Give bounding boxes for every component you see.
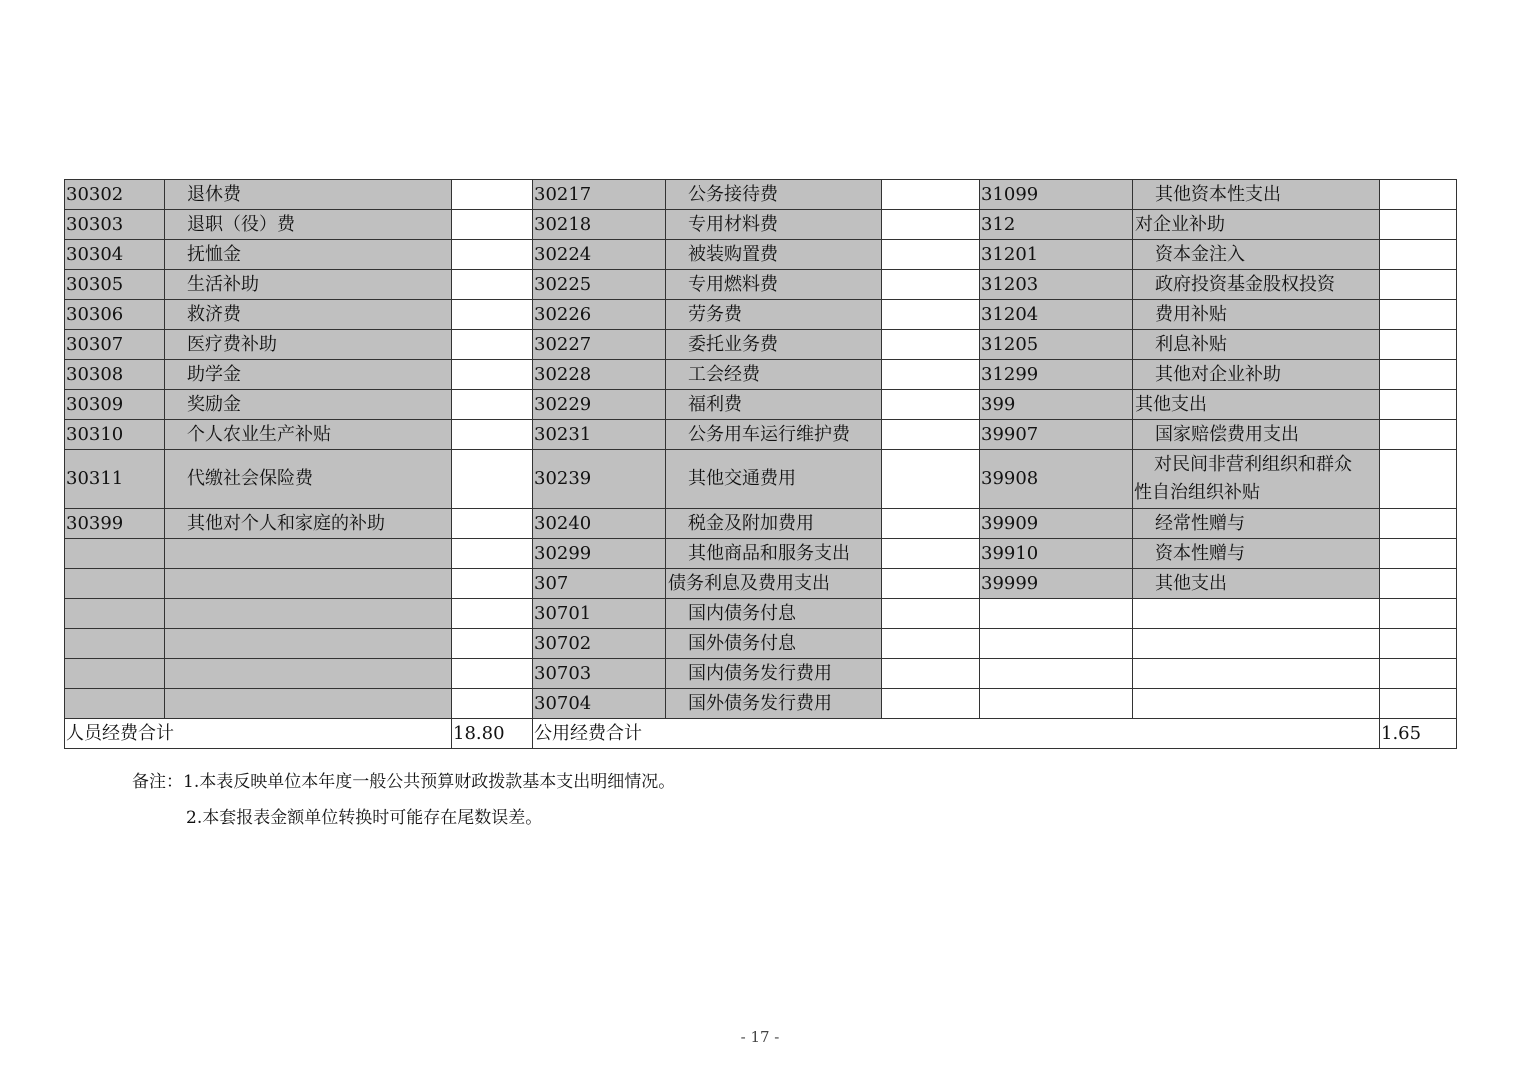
item-name-cell: 其他资本性支出 [1133,180,1380,210]
code-cell: 30303 [65,210,165,240]
item-name-cell [165,629,452,659]
amount-cell [452,330,533,360]
table-row [65,539,1457,569]
amount-cell [882,420,980,450]
code-cell: 39909 [980,509,1133,539]
amount-cell [452,300,533,330]
table-row [65,659,1457,689]
totals-row [65,719,1457,749]
amount-cell [882,240,980,270]
item-name-cell: 退职（役）费 [165,210,452,240]
amount-cell [1380,360,1457,390]
item-name-cell: 费用补贴 [1133,300,1380,330]
amount-cell [1380,509,1457,539]
code-cell [65,659,165,689]
item-name-cell [165,659,452,689]
code-cell: 31204 [980,300,1133,330]
amount-cell [882,210,980,240]
amount-cell [452,659,533,689]
item-name-cell [1133,599,1380,629]
amount-cell [1380,629,1457,659]
item-name-cell: 税金及附加费用 [666,509,882,539]
amount-cell [1380,539,1457,569]
code-cell: 30225 [533,270,666,300]
code-cell: 30701 [533,599,666,629]
item-name-cell: 福利费 [666,390,882,420]
item-name-cell: 国外债务发行费用 [666,689,882,719]
item-name-cell: 国内债务付息 [666,599,882,629]
code-cell: 30240 [533,509,666,539]
amount-cell [1380,450,1457,509]
amount-cell [1380,180,1457,210]
table-row [65,330,1457,360]
item-name-cell: 债务利息及费用支出 [666,569,882,599]
item-name-cell: 委托业务费 [666,330,882,360]
amount-cell [1380,569,1457,599]
item-name-cell: 资本性赠与 [1133,539,1380,569]
amount-cell [1380,420,1457,450]
code-cell: 30218 [533,210,666,240]
amount-cell [882,330,980,360]
code-cell: 31203 [980,270,1133,300]
amount-cell [452,569,533,599]
item-name-cell: 代缴社会保险费 [165,450,452,509]
amount-cell [452,390,533,420]
code-cell: 30302 [65,180,165,210]
code-cell: 30217 [533,180,666,210]
code-cell [65,629,165,659]
code-cell: 30702 [533,629,666,659]
item-name-cell: 国内债务发行费用 [666,659,882,689]
code-cell [980,599,1133,629]
page-number: - 17 - [740,1028,780,1046]
amount-cell [882,300,980,330]
item-name-cell: 国外债务付息 [666,629,882,659]
code-cell: 31205 [980,330,1133,360]
table-row [65,240,1457,270]
amount-cell [882,569,980,599]
table-row [65,420,1457,450]
code-cell: 30228 [533,360,666,390]
code-cell: 30307 [65,330,165,360]
public-total-value: 1.65 [1380,719,1457,749]
note-line-1: 备注：1.本表反映单位本年度一般公共预算财政拨款基本支出明细情况。 [132,772,676,792]
amount-cell [1380,390,1457,420]
amount-cell [1380,659,1457,689]
code-cell: 307 [533,569,666,599]
item-name-cell: 其他商品和服务支出 [666,539,882,569]
table-row [65,509,1457,539]
table-row [65,450,1457,509]
note-line-2: 2.本套报表金额单位转换时可能存在尾数误差。 [186,808,543,828]
code-cell [65,569,165,599]
item-name-cell: 个人农业生产补贴 [165,420,452,450]
table-row [65,180,1457,210]
amount-cell [882,450,980,509]
item-name-cell: 其他支出 [1133,569,1380,599]
item-name-cell: 专用材料费 [666,210,882,240]
item-name-cell: 其他支出 [1133,390,1380,420]
amount-cell [882,659,980,689]
code-cell: 30299 [533,539,666,569]
amount-cell [452,599,533,629]
item-name-cell: 其他交通费用 [666,450,882,509]
amount-cell [452,689,533,719]
amount-cell [452,420,533,450]
public-total-label: 公用经费合计 [533,719,1380,749]
code-cell: 39907 [980,420,1133,450]
item-name-cell [165,569,452,599]
code-cell: 39910 [980,539,1133,569]
item-name-cell: 其他对个人和家庭的补助 [165,509,452,539]
amount-cell [1380,240,1457,270]
amount-cell [882,629,980,659]
item-name-cell [1133,659,1380,689]
item-name-cell: 政府投资基金股权投资 [1133,270,1380,300]
amount-cell [1380,300,1457,330]
item-name-cell: 资本金注入 [1133,240,1380,270]
code-cell: 30227 [533,330,666,360]
code-cell [980,629,1133,659]
code-cell: 30399 [65,509,165,539]
code-cell: 30309 [65,390,165,420]
code-cell: 30229 [533,390,666,420]
code-cell: 30231 [533,420,666,450]
amount-cell [1380,599,1457,629]
code-cell [980,689,1133,719]
amount-cell [452,360,533,390]
amount-cell [452,450,533,509]
amount-cell [452,509,533,539]
table-notes [132,764,675,836]
table-row [65,390,1457,420]
item-name-line-2: 性自治组织补贴 [1134,482,1260,503]
item-name-line-1: 对民间非营利组织和群众 [1154,454,1352,475]
item-name-cell [165,599,452,629]
code-cell [65,599,165,629]
item-name-cell [165,539,452,569]
item-name-cell [165,689,452,719]
personnel-total-label: 人员经费合计 [65,719,452,749]
amount-cell [882,360,980,390]
item-name-cell: 退休费 [165,180,452,210]
amount-cell [452,270,533,300]
code-cell: 31099 [980,180,1133,210]
code-cell [65,689,165,719]
code-cell: 30224 [533,240,666,270]
code-cell: 30310 [65,420,165,450]
amount-cell [452,180,533,210]
item-name-cell: 医疗费补助 [165,330,452,360]
amount-cell [452,210,533,240]
code-cell: 30703 [533,659,666,689]
code-cell: 30704 [533,689,666,719]
amount-cell [882,539,980,569]
item-name-cell: 经常性赠与 [1133,509,1380,539]
code-cell: 30308 [65,360,165,390]
amount-cell [882,180,980,210]
table-row [65,300,1457,330]
table-row [65,569,1457,599]
code-cell: 39908 [980,450,1133,509]
amount-cell [882,689,980,719]
code-cell [65,539,165,569]
item-name-cell: 生活补助 [165,270,452,300]
code-cell: 30239 [533,450,666,509]
amount-cell [882,509,980,539]
personnel-total-value: 18.80 [452,719,533,749]
item-name-cell: 救济费 [165,300,452,330]
amount-cell [452,240,533,270]
amount-cell [1380,210,1457,240]
amount-cell [1380,689,1457,719]
item-name-cell: 国家赔偿费用支出 [1133,420,1380,450]
table-row [65,689,1457,719]
code-cell: 39999 [980,569,1133,599]
item-name-cell: 助学金 [165,360,452,390]
amount-cell [882,390,980,420]
code-cell: 30305 [65,270,165,300]
code-cell: 31201 [980,240,1133,270]
item-name-cell: 工会经费 [666,360,882,390]
amount-cell [882,599,980,629]
code-cell: 30306 [65,300,165,330]
item-name-cell: 被装购置费 [666,240,882,270]
table-row [65,599,1457,629]
amount-cell [452,539,533,569]
amount-cell [452,629,533,659]
item-name-cell: 利息补贴 [1133,330,1380,360]
item-name-cell [1133,629,1380,659]
item-name-cell [1133,689,1380,719]
code-cell: 399 [980,390,1133,420]
amount-cell [882,270,980,300]
item-name-cell [1133,450,1380,509]
expenditure-detail-table [64,179,1457,749]
amount-cell [1380,330,1457,360]
item-name-cell: 公务接待费 [666,180,882,210]
item-name-cell: 专用燃料费 [666,270,882,300]
code-cell: 312 [980,210,1133,240]
table-row [65,360,1457,390]
amount-cell [1380,270,1457,300]
code-cell: 31299 [980,360,1133,390]
item-name-cell: 劳务费 [666,300,882,330]
item-name-cell: 奖励金 [165,390,452,420]
item-name-cell: 公务用车运行维护费 [666,420,882,450]
code-cell: 30226 [533,300,666,330]
table-row [65,210,1457,240]
table-row [65,270,1457,300]
item-name-cell: 抚恤金 [165,240,452,270]
item-name-cell: 其他对企业补助 [1133,360,1380,390]
code-cell: 30304 [65,240,165,270]
code-cell [980,659,1133,689]
item-name-cell: 对企业补助 [1133,210,1380,240]
code-cell: 30311 [65,450,165,509]
table-row [65,629,1457,659]
